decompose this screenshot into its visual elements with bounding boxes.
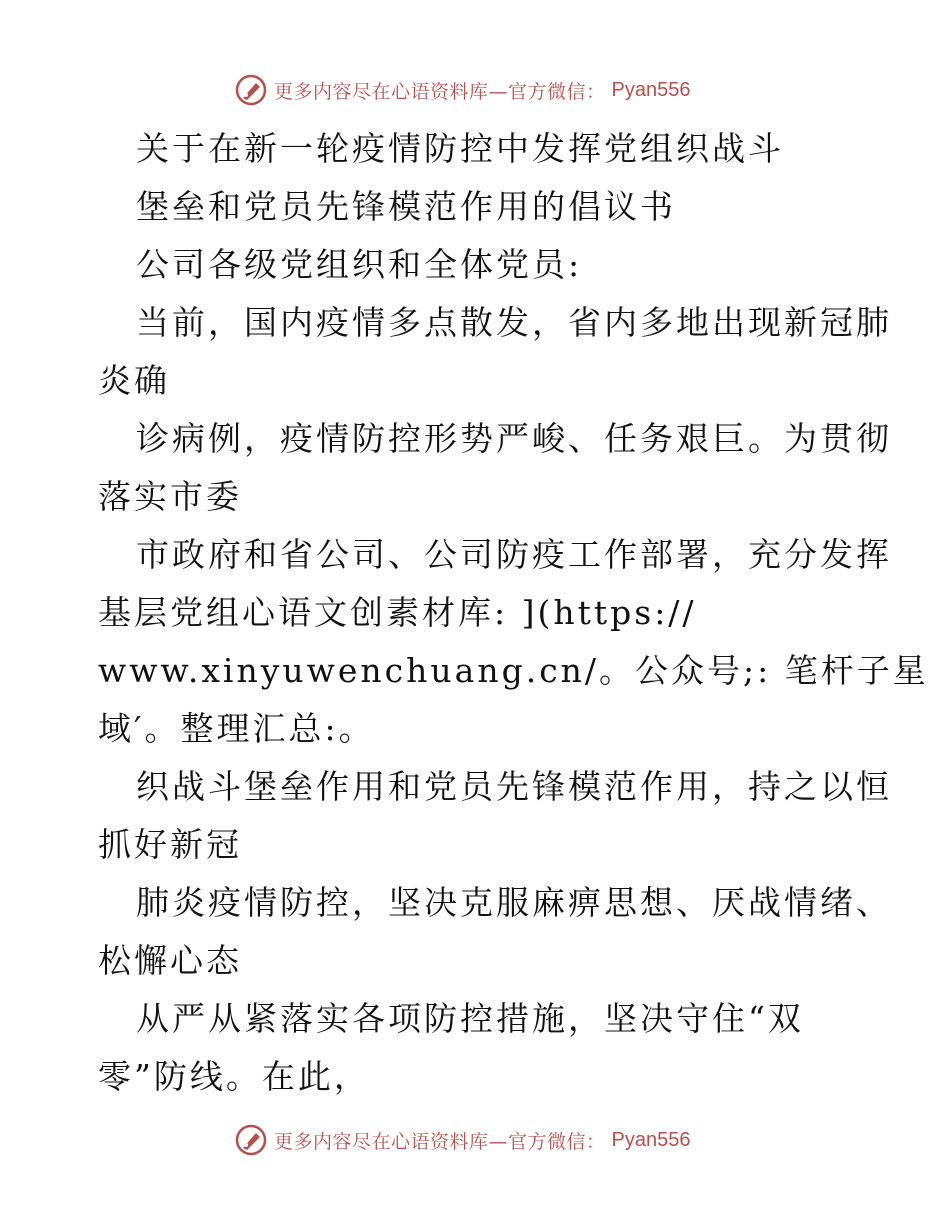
document-body (98, 120, 929, 1106)
watermark-text: 更多内容尽在心语资料库—官方微信： (274, 1130, 606, 1153)
doc-line: 松懈心态 (98, 941, 242, 980)
doc-line: 当前，国内疫情多点散发，省内多地出现新冠肺 (136, 303, 892, 342)
doc-line: 织战斗堡垒作用和党员先锋模范作用，持之以恒 (136, 767, 892, 806)
doc-line: 堡垒和党员先锋模范作用的倡议书 (136, 187, 676, 226)
doc-line: 市政府和省公司、公司防疫工作部署，充分发挥 (136, 535, 892, 574)
doc-line: 关于在新一轮疫情防控中发挥党组织战斗 (136, 129, 784, 168)
doc-line: 零”防线。在此， (98, 1057, 370, 1096)
doc-line: 从严从紧落实各项防控措施，坚决守住“双 (136, 999, 804, 1038)
doc-line: 域′。整理汇总:。 (98, 709, 375, 748)
doc-line: 公司各级党组织和全体党员: (136, 245, 583, 284)
watermark-wechat-id: Pyan556 (611, 1128, 691, 1151)
doc-line: 基层党组心语文创素材库: ](https:// (98, 593, 697, 632)
watermark-text: 更多内容尽在心语资料库—官方微信： (274, 80, 606, 103)
doc-line: www.xinyuwenchuang.cn/。公众号;: 笔杆子星 (98, 651, 929, 690)
doc-line: 炎确 (98, 361, 170, 400)
footer-watermark (234, 1122, 690, 1158)
doc-line: 诊病例，疫情防控形势严峻、任务艰巨。为贯彻 (136, 419, 892, 458)
watermark-wechat-id: Pyan556 (611, 78, 691, 101)
doc-line: 肺炎疫情防控，坚决克服麻痹思想、厌战情绪、 (136, 883, 892, 922)
doc-line: 落实市委 (98, 477, 242, 516)
pen-nib-logo-icon (234, 1123, 268, 1157)
doc-line: 抓好新冠 (98, 825, 242, 864)
pen-nib-logo-icon (234, 73, 268, 107)
header-watermark (234, 72, 690, 108)
